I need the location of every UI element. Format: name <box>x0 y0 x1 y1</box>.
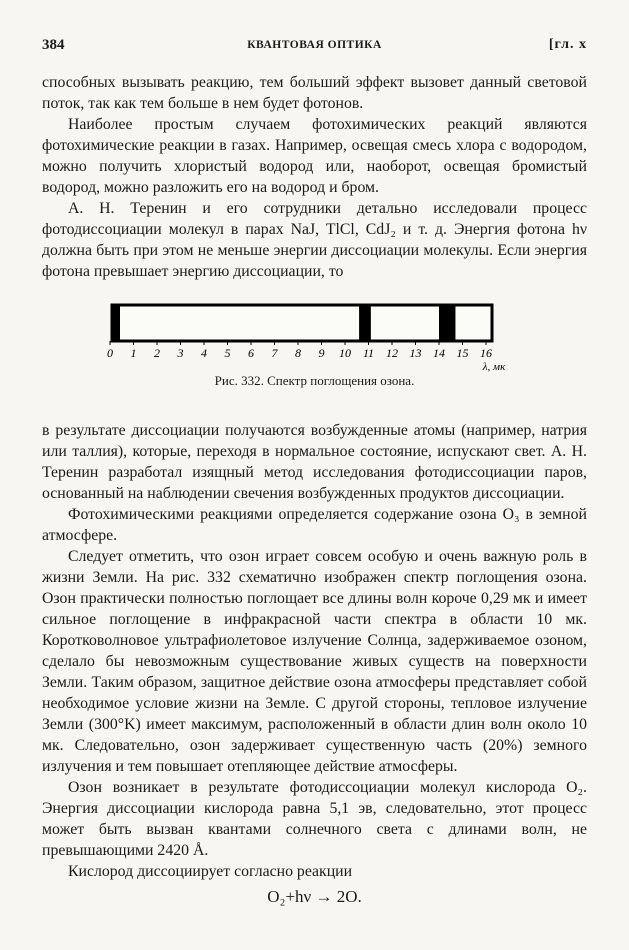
tick-label: 16 <box>480 346 492 360</box>
paragraph: Озон возникает в результате фотодиссоциации молекул кислорода O₂. Энергия диссоциации кислорода равна 5,1 эв, следовательно, этот процесс может быть вызван квантами солнечного света с длинами волн, не превышающими 2420 Å. <box>42 779 587 859</box>
reaction-formula: O₂+hν → 2O. <box>267 887 362 906</box>
absorption-band <box>359 305 371 341</box>
tick-label: 11 <box>362 346 375 360</box>
tick-label: 7 <box>271 346 278 360</box>
ozone-absorption-figure <box>42 300 587 400</box>
tick-label: 1 <box>130 346 137 360</box>
paragraph: в результате диссоциации получаются возбужденные атомы (например, натрия или таллия), которые, переходя в нормальное состояние, испускают свет. А. Н. Теренин разработал изящный метод исследования фотодиссоциации паров, основанный на наблюдении свечения возбужденных продуктов диссоциации. <box>42 422 587 502</box>
tick-label: 10 <box>339 346 351 360</box>
absorption-spectrum-chart <box>42 300 587 372</box>
absorption-band <box>112 305 120 341</box>
figure-caption: Рис. 332. Спектр поглощения озона. <box>214 373 415 388</box>
chapter-label: [гл. x <box>548 37 587 52</box>
paragraph: Кислород диссоциирует согласно реакции <box>68 863 353 880</box>
tick-label: 9 <box>318 346 325 360</box>
tick-label: 8 <box>295 346 301 360</box>
spectrum-bar-frame <box>112 305 492 341</box>
tick-label: 3 <box>177 346 184 360</box>
paragraph: способных вызывать реакцию, тем больший эффект вызовет данный световой поток, так как тем больше в нем будет фотонов. <box>42 74 587 112</box>
running-title: КВАНТОВАЯ ОПТИКА <box>247 39 382 51</box>
tick-label: 2 <box>154 346 160 360</box>
tick-label: 0 <box>107 346 113 360</box>
paragraph: Следует отметить, что озон играет совсем особую и очень важную роль в жизни Земли. На рис. 332 схематично изображен спектр поглощения озона. Озон практически полностью поглощает все длины волн короче 0,29 мк и имеет сильное поглощение в инфракрасной части спектра в области 10 мк. Коротковолновое ультрафиолетовое излучение Солнца, задерживаемое озоном, сделало бы невозможным существование живых существ на поверхности Земли. Таким образом, защитное действие озона атмосферы представляет собой необходимое условие жизни на Земле. С другой стороны, тепловое излучение Земли (300°K) имеет максимум, расположенный в области длин волн около 10 мк. Следовательно, озон задерживает существенную часть (20%) земного излучения и тем повышает отепляющее действие атмосферы. <box>42 548 587 775</box>
tick-label: 13 <box>409 346 422 360</box>
paragraph: А. Н. Теренин и его сотрудники детально исследовали процесс фотодиссоциации молекул в парах NaJ, TlCl, CdJ₂ и т. д. Энергия фотона hν должна быть при этом не меньше энергии диссоциации молекулы. Если энергия фотона превышает энергию диссоциации, то <box>42 200 587 280</box>
text-block-top <box>42 72 587 282</box>
tick-label: 12 <box>386 346 398 360</box>
page-number: 384 <box>42 37 65 53</box>
tick-label: 5 <box>224 346 231 360</box>
absorption-band <box>439 305 455 341</box>
paragraph: Наиболее простым случаем фотохимических реакций являются фотохимические реакции в газах. Например, освещая смесь хлора с водородом, можно получить хлористый водород или, наоборот, освещая бромистый водород, можно разложить его на водород и бром. <box>42 116 587 196</box>
tick-label: 6 <box>248 346 254 360</box>
paragraph: Фотохимическими реакциями определяется содержание озона O₃ в земной атмосфере. <box>42 506 587 544</box>
tick-label: 14 <box>433 346 445 360</box>
text-block-bottom <box>42 420 587 882</box>
tick-label: 15 <box>456 346 469 360</box>
tick-label: 4 <box>201 346 207 360</box>
page-header <box>42 37 587 57</box>
axis-unit-label: λ, мк <box>482 361 506 372</box>
